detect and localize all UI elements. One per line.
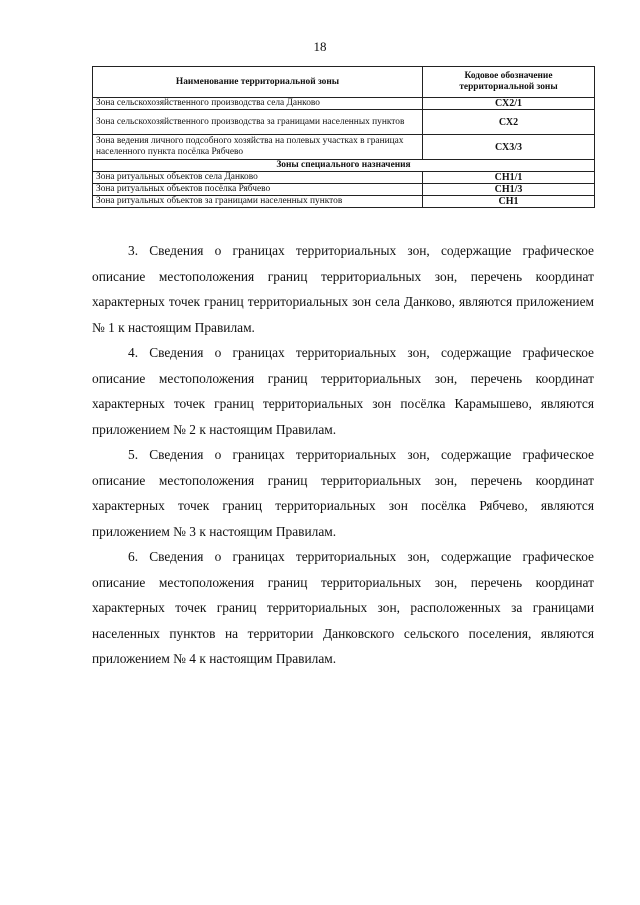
zone-code-cell: СН1/3 xyxy=(423,184,595,196)
zone-code-cell: СХ2/1 xyxy=(423,98,595,110)
paragraph-3: 3. Сведения о границах территориальных зон, содержащие графическое описание местоположения границ территориальных зон, перечень координат характерных точек границ территориальных зон села Данково, являются приложением № 1 к настоящим Правилам. xyxy=(92,243,594,335)
table-row xyxy=(93,172,595,184)
zone-code-cell: СН1/1 xyxy=(423,172,595,184)
zone-code-cell: СХ2 xyxy=(423,110,595,135)
territorial-zones-table xyxy=(92,66,595,208)
zone-name-cell: Зона ритуальных объектов посёлка Рябчево xyxy=(93,184,423,196)
zone-code-cell: СХ3/3 xyxy=(423,135,595,160)
table-header-row xyxy=(93,67,595,98)
zone-name-cell: Зона ритуальных объектов за границами населенных пунктов xyxy=(93,196,423,208)
table-row xyxy=(93,98,595,110)
zone-name-cell: Зона сельскохозяйственного производства села Данково xyxy=(93,98,423,110)
section-title: Зоны специального назначения xyxy=(93,160,595,172)
page-number: 18 xyxy=(313,39,327,54)
zone-code-cell: СН1 xyxy=(423,196,595,208)
table-row xyxy=(93,110,595,135)
table-row xyxy=(93,196,595,208)
body-text xyxy=(92,238,594,672)
zone-code-header: Кодовое обозначение территориальной зоны xyxy=(423,67,595,98)
zone-name-cell: Зона ритуальных объектов села Данково xyxy=(93,172,423,184)
table-row xyxy=(93,135,595,160)
paragraph-6: 6. Сведения о границах территориальных зон, содержащие графическое описание местоположения границ территориальных зон, перечень координат характерных точек границ территориальных зон, расположенных за границами населенных пунктов на территории Данковского сельского поселения, являются приложением № 4 к настоящим Правилам. xyxy=(92,549,594,666)
zone-name-cell: Зона ведения личного подсобного хозяйства на полевых участках в границах населенного пункта посёлка Рябчево xyxy=(93,135,423,160)
zone-name-cell: Зона сельскохозяйственного производства за границами населенных пунктов xyxy=(93,110,423,135)
paragraph-4: 4. Сведения о границах территориальных зон, содержащие графическое описание местоположения границ территориальных зон, перечень координат характерных точек границ территориальных зон посёлка Карамышево, являются приложением № 2 к настоящим Правилам. xyxy=(92,345,594,437)
table-row xyxy=(93,184,595,196)
zone-name-header: Наименование территориальной зоны xyxy=(93,67,423,98)
section-header-row xyxy=(93,160,595,172)
paragraph-5: 5. Сведения о границах территориальных зон, содержащие графическое описание местоположения границ территориальных зон, перечень координат характерных точек границ территориальных зон посёлка Рябчево, являются приложением № 3 к настоящим Правилам. xyxy=(92,447,594,539)
